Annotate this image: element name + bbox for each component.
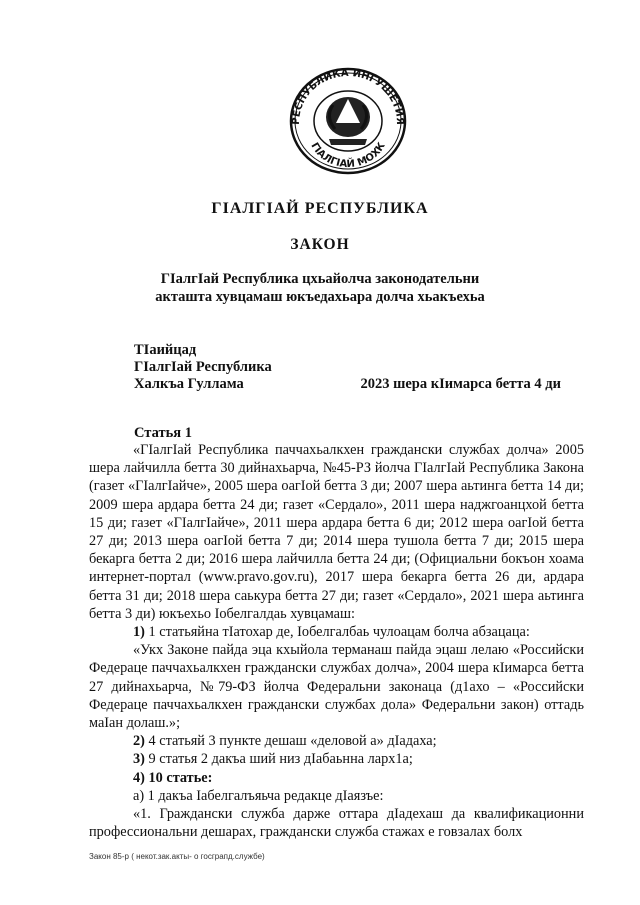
article-title: Статья 1 [134,425,192,441]
item-2 [89,732,584,750]
item-4a: а) 1 дакъа Іабелгалъяьча редакце дІаязъе: [133,787,384,804]
adoption-date: 2023 шера кІимарса бетта 4 ди [360,376,561,392]
adopted-line-2: ГІалгІай Республика [134,359,272,375]
item-1-quote: «Укх Законе пайда эца кхыйола терманаш пайда эцаш лелаю «Российски Федераце паччахьалкхен граждански службах долча», 2004 шера кІимарса бетта 27 дийнахьарча, №79-ФЗ йолча Федеральни законаца (д1ахо – «Российски Федераце паччахьалкхен граждански службах дола» Федеральни закон) оттадь маІан долаш.»; [89,642,584,732]
law-heading: ЗАКОН [290,236,350,253]
adopted-line-3: Халкъа Гуллама [134,376,244,392]
item-4: 4) 10 статье: [133,769,213,786]
item-3 [89,750,584,768]
item-1 [89,623,584,641]
subtitle-line-2: акташта хувцамаш юкъедахьара долча хьакъехьа [155,289,485,305]
item-2-text: 4 статьяй 3 пункте дешаш «деловой а» дІадаха; [144,733,437,750]
subtitle-line-1: ГІалгІай Республика цхьайолча законодательни [160,271,480,287]
article-body [89,441,584,841]
svg-text:РЕСПУБЛИКА ИНГУШЕТИЯ: РЕСПУБЛИКА ИНГУШЕТИЯ [290,67,406,126]
republic-title: ГІАЛГІАЙ РЕСПУБЛИКА [211,200,429,217]
item-3-number: 3) [133,751,145,768]
item-1-number: 1) [133,624,145,641]
item-2-number: 2) [133,733,145,750]
adoption-block [134,342,272,393]
item-3-text: 9 статья 2 дакъа ший низ дІабаьнна ларх1а; [144,751,413,768]
article-intro-paragraph: «ГІалгІай Республика паччахьалкхен граждански службах долча» 2005 шера лайчилла бетта 30 дийнахьарча, №45-РЗ йолча ГІалгІай Республика Закона (газет «ГІалгІайче», 2005 шера оагІой бетта 3 ди; 2007 шера аьтинга бетта 14 ди; 2009 шера ардара бетта 24 ди; газет «Сердало», 2011 шера наджгоанцхой бетта 15 ди; газет «ГІалгІайче», 2011 шера ардара бетта 6 ди; 2012 шера оагІой бетта 27 ди; 2013 шера оагІой бетта 7 ди; 2014 шера тушола бетта 7 ди; 2015 шера бекарга бетта 2 ди; 2016 шера лайчилла бетта 24 ди; (Официальни бокъон хоама интернет-портал (www.pravo.gov.ru), 2017 шера бекарга бетта 26 ди, ардара бетта 31 ди; 2018 шера саькура бетта 27 ди; газет «Сердало», 2021 шера аьтинга бетта 3 ди) юкъехьо Іобелгалдаь хувцамаш: [89,442,584,622]
page-footer-filename: Закон 85-р ( некот.зак.акты- о госграпд.службе) [89,852,265,861]
item-1-text: 1 статьяйна тІатохар де, Іобелгалбаь чулоацам болча абзацаца: [144,624,530,641]
item-4a-quote: «1. Граждански служба дарже оттара дІадехаш да квалификационни профессиональни дешарах, граждански служба стажах е говзалах болх [89,806,584,841]
adopted-line-1: ТІаийцад [134,342,197,358]
law-subtitle [0,270,640,306]
svg-text:ГІАЛГІАЙ МОХК: ГІАЛГІАЙ МОХК [308,140,388,171]
republic-emblem-seal [285,65,410,175]
